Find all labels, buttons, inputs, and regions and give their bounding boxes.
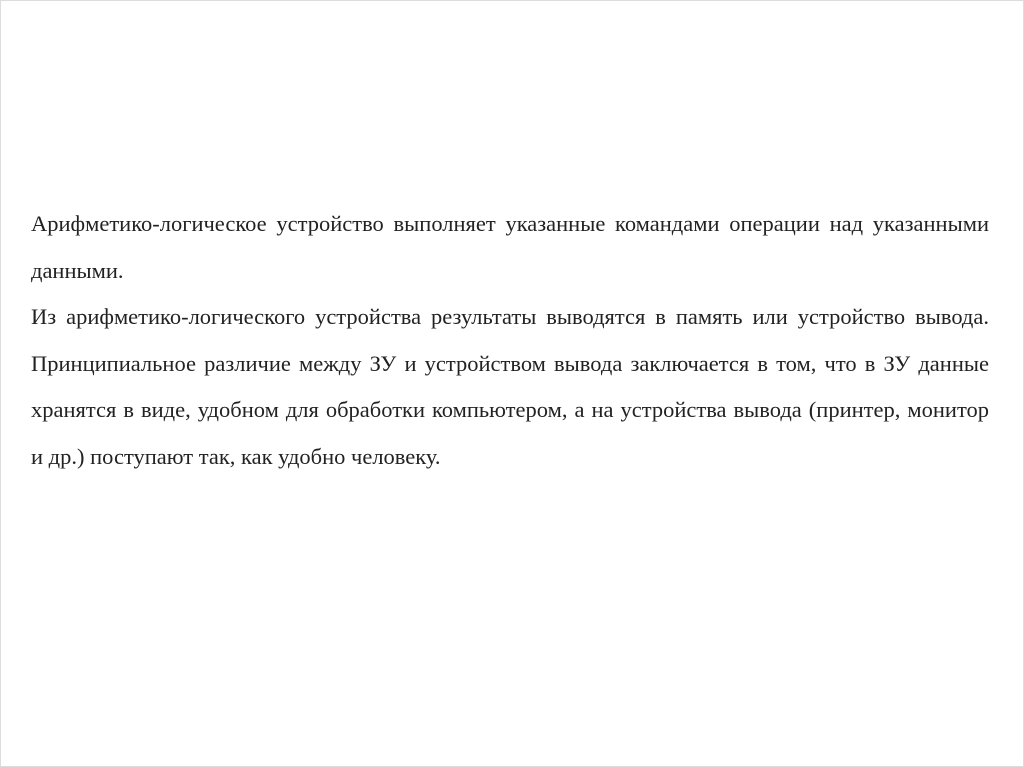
- paragraph-alu-operations: Арифметико-логическое устройство выполняет указанные командами операции над указанными данными.: [31, 211, 989, 283]
- paragraph-output-difference: Из арифметико-логического устройства результаты выводятся в память или устройство вывода. Принципиальное различие между ЗУ и устройством вывода заключается в том, что в ЗУ данные хранятся в виде, удобном для обработки компьютером, а на устройства вывода (принтер, монитор и др.) поступают так, как удобно человеку.: [31, 304, 989, 469]
- slide-text-block: [31, 201, 989, 480]
